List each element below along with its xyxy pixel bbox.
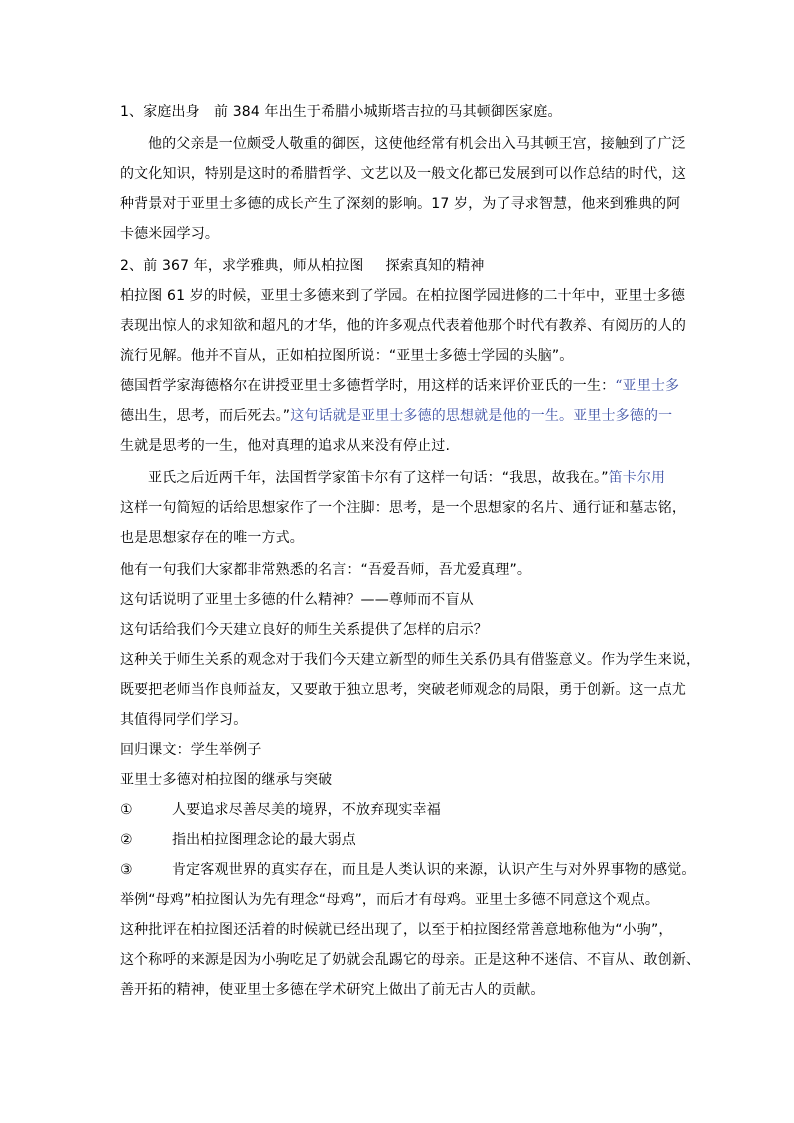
- list-item: [120, 796, 441, 824]
- list-item-text: 肯定客观世界的真实存在，而且是人类认识的来源，认识产生与对外界事物的感觉。: [172, 862, 696, 878]
- descartes-comment: 笛卡尔用: [608, 470, 666, 486]
- paragraph-line: 种背景对于亚里士多德的成长产生了深刻的影响。17 岁，为了寻求智慧，他来到雅典的阿: [120, 196, 681, 212]
- list-item-text: 人要追求尽善尽美的境界，不放弃现实幸福: [172, 802, 441, 818]
- paragraph-line: 这种批评在柏拉图还活着的时候就已经出现了，以至于柏拉图经常善意地称他为“小驹”，: [120, 922, 673, 938]
- list-item-number: ②: [120, 832, 133, 848]
- question-line: 这句话给我们今天建立良好的师生关系提供了怎样的启示？: [120, 622, 488, 638]
- paragraph-line: [120, 464, 665, 492]
- paragraph-line: 他有一句我们大家都非常熟悉的名言：“吾爱吾师，吾尤爱真理”。: [120, 562, 532, 578]
- paragraph-line: 回归课文：学生举例子: [120, 742, 262, 758]
- paragraph-line: 这样一句简短的话给思想家作了一个注脚：思考，是一个思想家的名片、通行证和墓志铭，: [120, 500, 686, 516]
- list-item: [120, 856, 696, 884]
- list-item-text: 指出柏拉图理念论的最大弱点: [172, 832, 356, 848]
- section-heading-study-part2: 探索真知的精神: [385, 258, 485, 274]
- paragraph-line: 柏拉图 61 岁的时候，亚里士多德来到了学园。在柏拉图学园进修的二十年中，亚里士多德: [120, 288, 686, 304]
- section-heading-family: 1、家庭出身 前 384 年出生于希腊小城斯塔吉拉的马其顿御医家庭。: [120, 104, 562, 120]
- paragraph-line: 也是思想家存在的唯一方式。: [120, 530, 304, 546]
- heidegger-quote-end: 德出生，思考，而后死去。”: [120, 408, 291, 424]
- paragraph-line: 他的父亲是一位颇受人敬重的御医，这使他经常有机会出入马其顿王宫，接触到了广泛: [148, 136, 686, 152]
- question-line: 这句话说明了亚里士多德的什么精神？——尊师而不盲从: [120, 592, 474, 608]
- paragraph-line: 表现出惊人的求知欲和超凡的才华，他的许多观点代表着他那个时代有教养、有阅历的人的: [120, 318, 686, 334]
- paragraph-line: 生就是思考的一生，他对真理的追求从来没有停止过.: [120, 438, 451, 454]
- descartes-text: 亚氏之后近两千年，法国哲学家笛卡尔有了这样一句话：“我思，故我在。”: [148, 470, 609, 486]
- paragraph-line: 这个称呼的来源是因为小驹吃足了奶就会乱踢它的母亲。正是这种不迷信、不盲从、敢创新、: [120, 952, 701, 968]
- paragraph-line: 流行见解。他并不盲从，正如柏拉图所说：“亚里士多德士学园的头脑”。: [120, 348, 574, 364]
- paragraph-line: 举例“母鸡”柏拉图认为先有理念“母鸡”，而后才有母鸡。亚里士多德不同意这个观点。: [120, 892, 660, 908]
- heidegger-text: 德国哲学家海德格尔在讲授亚里士多德哲学时，用这样的话来评价亚氏的一生：: [120, 378, 616, 394]
- paragraph-line: 亚里士多德对柏拉图的继承与突破: [120, 772, 333, 788]
- section-heading-study: [120, 252, 485, 280]
- paragraph-line: 这种关于师生关系的观念对于我们今天建立新型的师生关系仍具有借鉴意义。作为学生来说，: [120, 652, 701, 668]
- paragraph-line: [120, 372, 679, 400]
- paragraph-line: 的文化知识，特别是这时的希腊哲学、文艺以及一般文化都已发展到可以作总结的时代，这: [120, 166, 686, 182]
- section-heading-study-part1: 2、前 367 年，求学雅典，师从柏拉图: [120, 258, 364, 274]
- paragraph-line: 善开拓的精神，使亚里士多德在学术研究上做出了前无古人的贡献。: [120, 982, 545, 998]
- paragraph-line: 既要把老师当作良师益友，又要敢于独立思考，突破老师观念的局限，勇于创新。这一点尤: [120, 682, 686, 698]
- paragraph-line: 其值得同学们学习。: [120, 712, 248, 728]
- list-item-number: ①: [120, 802, 133, 818]
- paragraph-line: 卡德米园学习。: [120, 226, 220, 242]
- list-item-number: ③: [120, 862, 133, 878]
- paragraph-line: [120, 402, 672, 430]
- list-item: [120, 826, 356, 854]
- heidegger-comment: 这句话就是亚里士多德的思想就是他的一生。亚里士多德的一: [290, 408, 673, 424]
- heidegger-quote: “亚里士多: [615, 378, 680, 394]
